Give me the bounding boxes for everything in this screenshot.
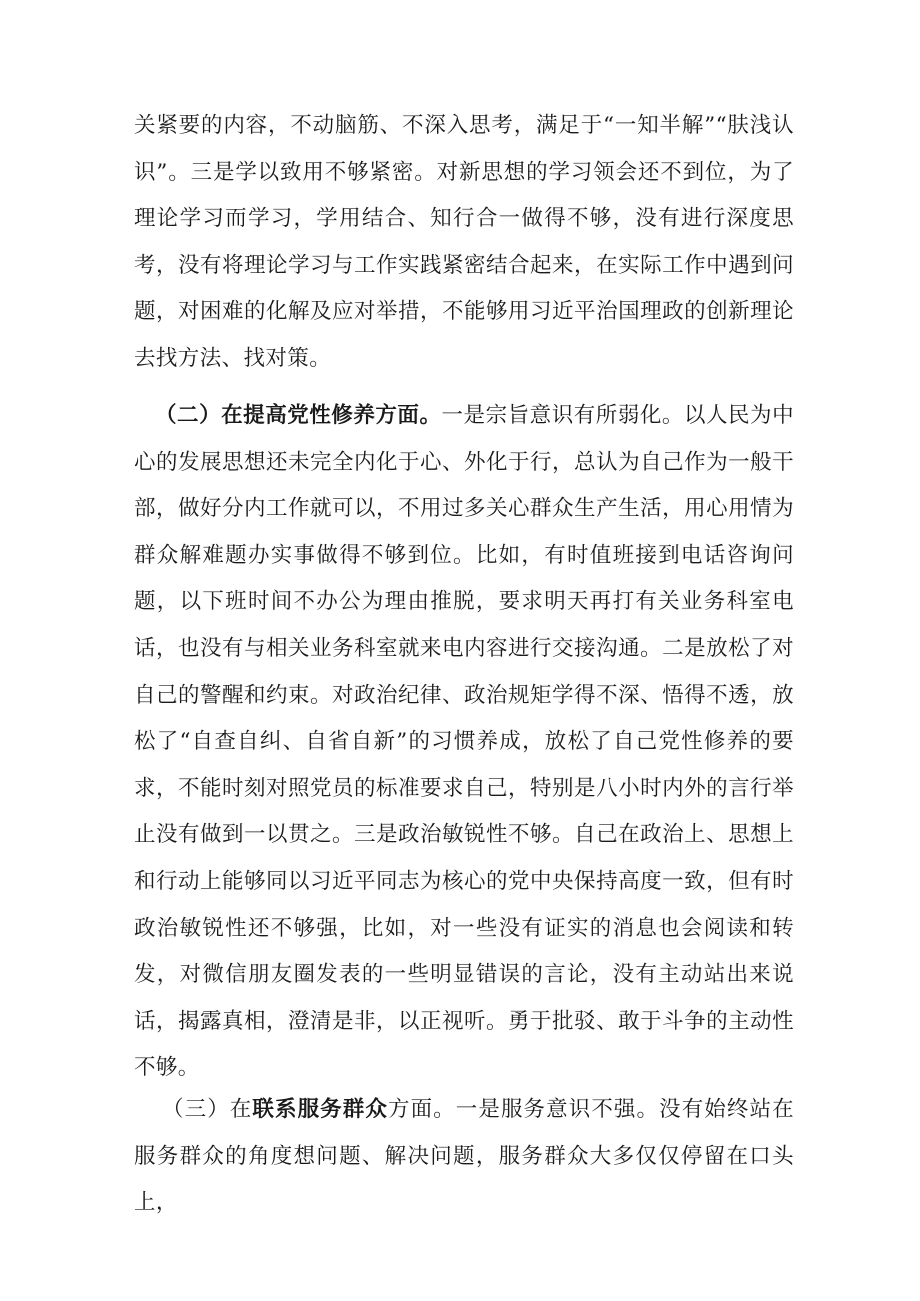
paragraph-party-spirit: [134, 393, 794, 1092]
section-heading-party-spirit: （二）在提高党性修养方面。: [155, 403, 442, 428]
section-keyword-serving-masses: 联系服务群众: [252, 1097, 388, 1122]
paragraph-text: 方面。一是服务意识不强。没有始终站在服务群众的角度想问题、解决问题，服务群众大多仅仅停留在口头上，: [134, 1097, 794, 1216]
paragraph-text: 关紧要的内容，不动脑筋、不深入思考，满足于“一知半解”“肤浅认识”。三是学以致用不够紧密。对新思想的学习领会还不到位，为了理论学习而学习，学用结合、知行合一做得不够，没有进行深度思考，没有将理论学习与工作实践紧密结合起来，在实际工作中遇到问题，对困难的化解及应对举措，不能够用习近平治国理政的创新理论去找方法、找对策。: [134, 113, 794, 371]
paragraph-text: 一是宗旨意识有所弱化。以人民为中心的发展思想还未完全内化于心、外化于行，总认为自己作为一般干部，做好分内工作就可以，不用过多关心群众生产生活，用心用情为群众解难题办实事做得不够到位。比如，有时值班接到电话咨询问题，以下班时间不办公为理由推脱，要求明天再打有关业务科室电话，也没有与相关业务科室就来电内容进行交接沟通。二是放松了对自己的警醒和约束。对政治纪律、政治规矩学得不深、悟得不透，放松了“自查自纠、自省自新”的习惯养成，放松了自己党性修养的要求，不能时刻对照党员的标准要求自己，特别是八小时内外的言行举止没有做到一以贯之。三是政治敏锐性不够。自己在政治上、思想上和行动上能够同以习近平同志为核心的党中央保持高度一致，但有时政治敏锐性还不够强，比如，对一些没有证实的消息也会阅读和转发，对微信朋友圈发表的一些明显错误的言论，没有主动站出来说话，揭露真相，澄清是非，以正视听。勇于批驳、敢于斗争的主动性不够。: [134, 403, 795, 1081]
paragraph-serving-masses: [134, 1087, 794, 1227]
paragraph-study-application: [134, 103, 794, 383]
section-prefix: （三）在: [162, 1097, 253, 1122]
